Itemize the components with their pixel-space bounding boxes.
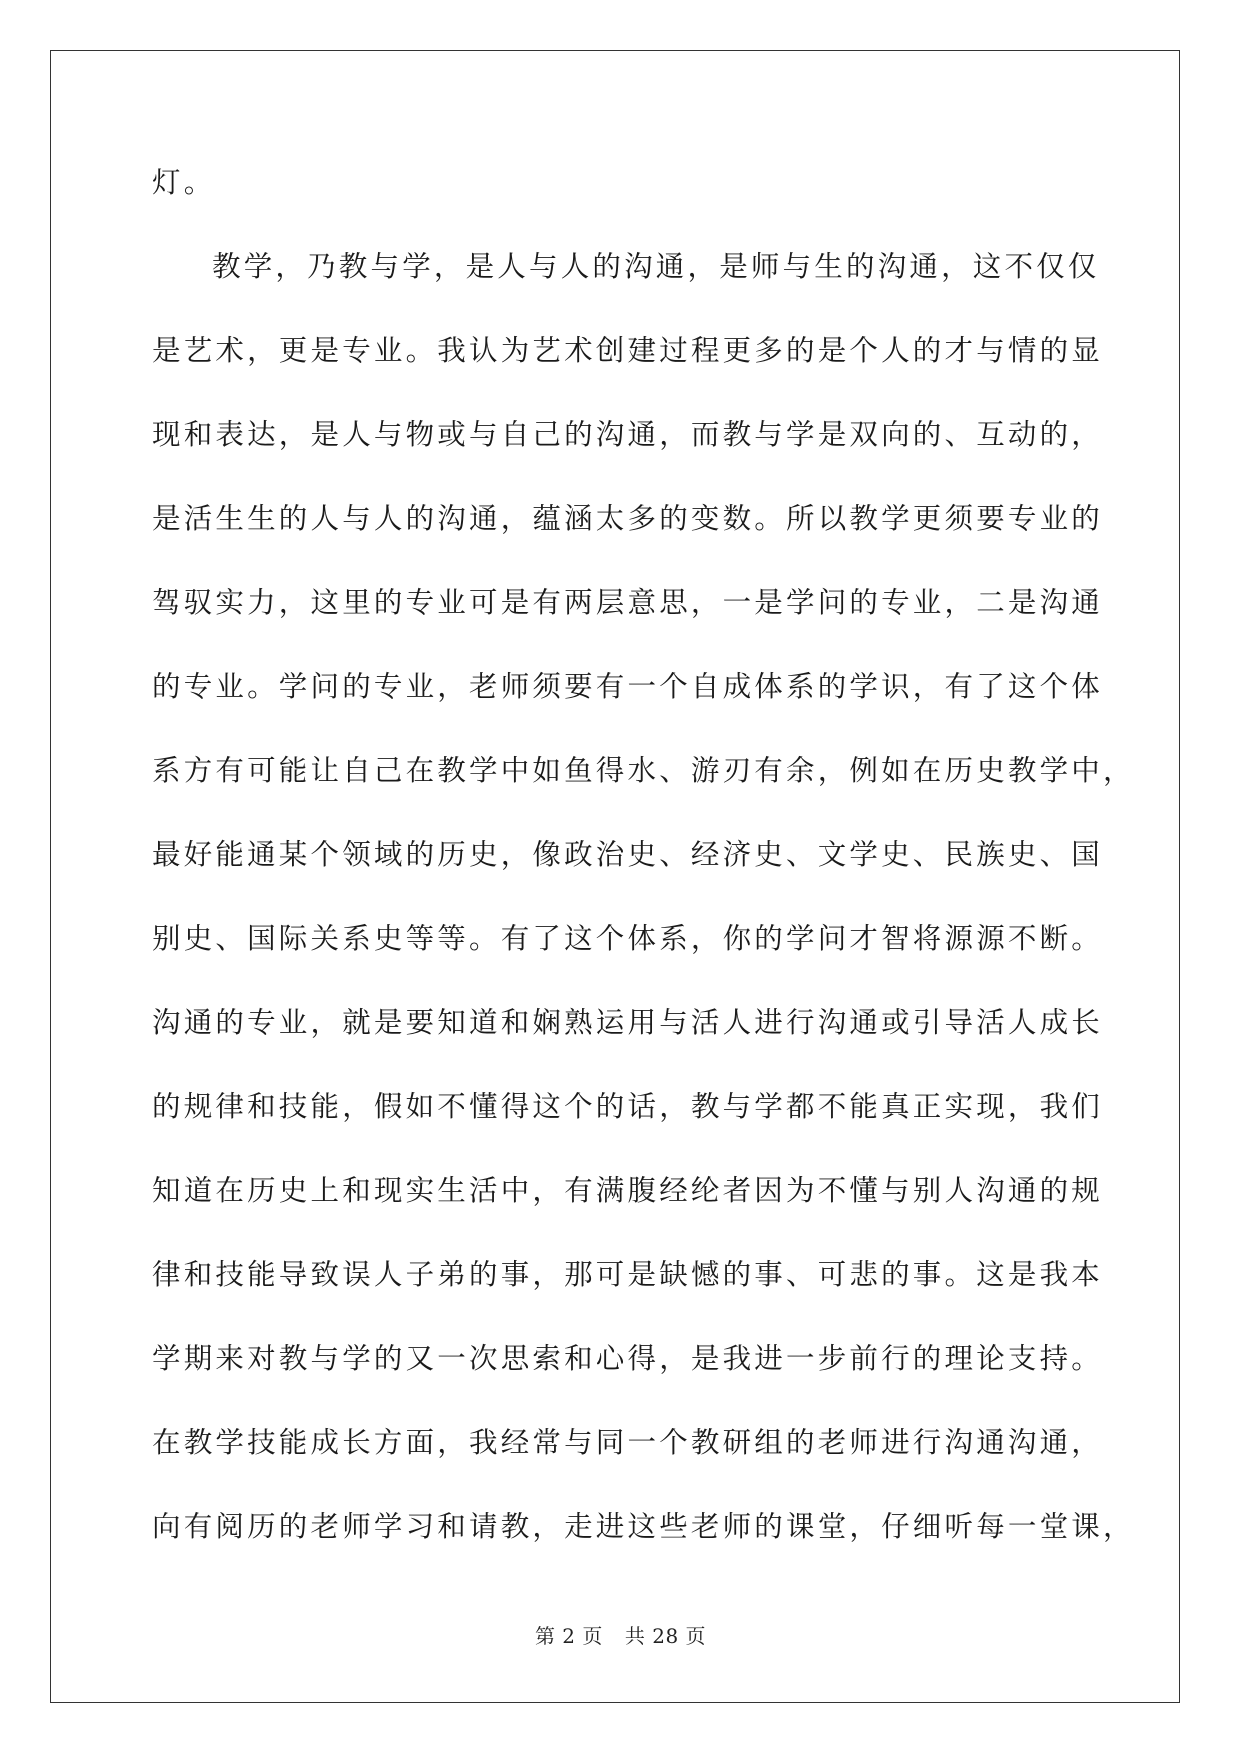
text-line: 最好能通某个领域的历史，像政治史、经济史、文学史、民族史、国: [152, 838, 1104, 871]
text-line: 向有阅历的老师学习和请教，走进这些老师的课堂，仔细听每一堂课，: [152, 1510, 1135, 1543]
text-line: 律和技能导致误人子弟的事，那可是缺憾的事、可悲的事。这是我本: [152, 1258, 1104, 1291]
document-body: [152, 162, 1135, 1590]
text-line: 驾驭实力，这里的专业可是有两层意思，一是学问的专业，二是沟通: [152, 586, 1104, 619]
text-line: 知道在历史上和现实生活中，有满腹经纶者因为不懂与别人沟通的规: [152, 1174, 1104, 1207]
page-number: 第 2 页: [534, 1624, 603, 1648]
text-line: 灯。: [152, 166, 216, 199]
text-line: 沟通的专业，就是要知道和娴熟运用与活人进行沟通或引导活人成长: [152, 1006, 1104, 1039]
text-line: 是活生生的人与人的沟通，蕴涵太多的变数。所以教学更须要专业的: [152, 502, 1104, 535]
text-line: 在教学技能成长方面，我经常与同一个教研组的老师进行沟通沟通，: [152, 1426, 1104, 1459]
text-line: 学期来对教与学的又一次思索和心得，是我进一步前行的理论支持。: [152, 1342, 1104, 1375]
text-line: 的专业。学问的专业，老师须要有一个自成体系的学识，有了这个体: [152, 670, 1104, 703]
paragraph-first-line: 教学，乃教与学，是人与人的沟通，是师与生的沟通，这不仅仅: [212, 250, 1100, 283]
page-footer: [0, 1620, 1241, 1649]
text-line: 系方有可能让自己在教学中如鱼得水、游刃有余，例如在历史教学中，: [152, 754, 1135, 787]
text-line: 是艺术，更是专业。我认为艺术创建过程更多的是个人的才与情的显: [152, 334, 1104, 367]
text-line: 的规律和技能，假如不懂得这个的话，教与学都不能真正实现，我们: [152, 1090, 1104, 1123]
page-total: 共 28 页: [624, 1624, 707, 1648]
text-line: 别史、国际关系史等等。有了这个体系，你的学问才智将源源不断。: [152, 922, 1104, 955]
text-line: 现和表达，是人与物或与自己的沟通，而教与学是双向的、互动的，: [152, 418, 1104, 451]
